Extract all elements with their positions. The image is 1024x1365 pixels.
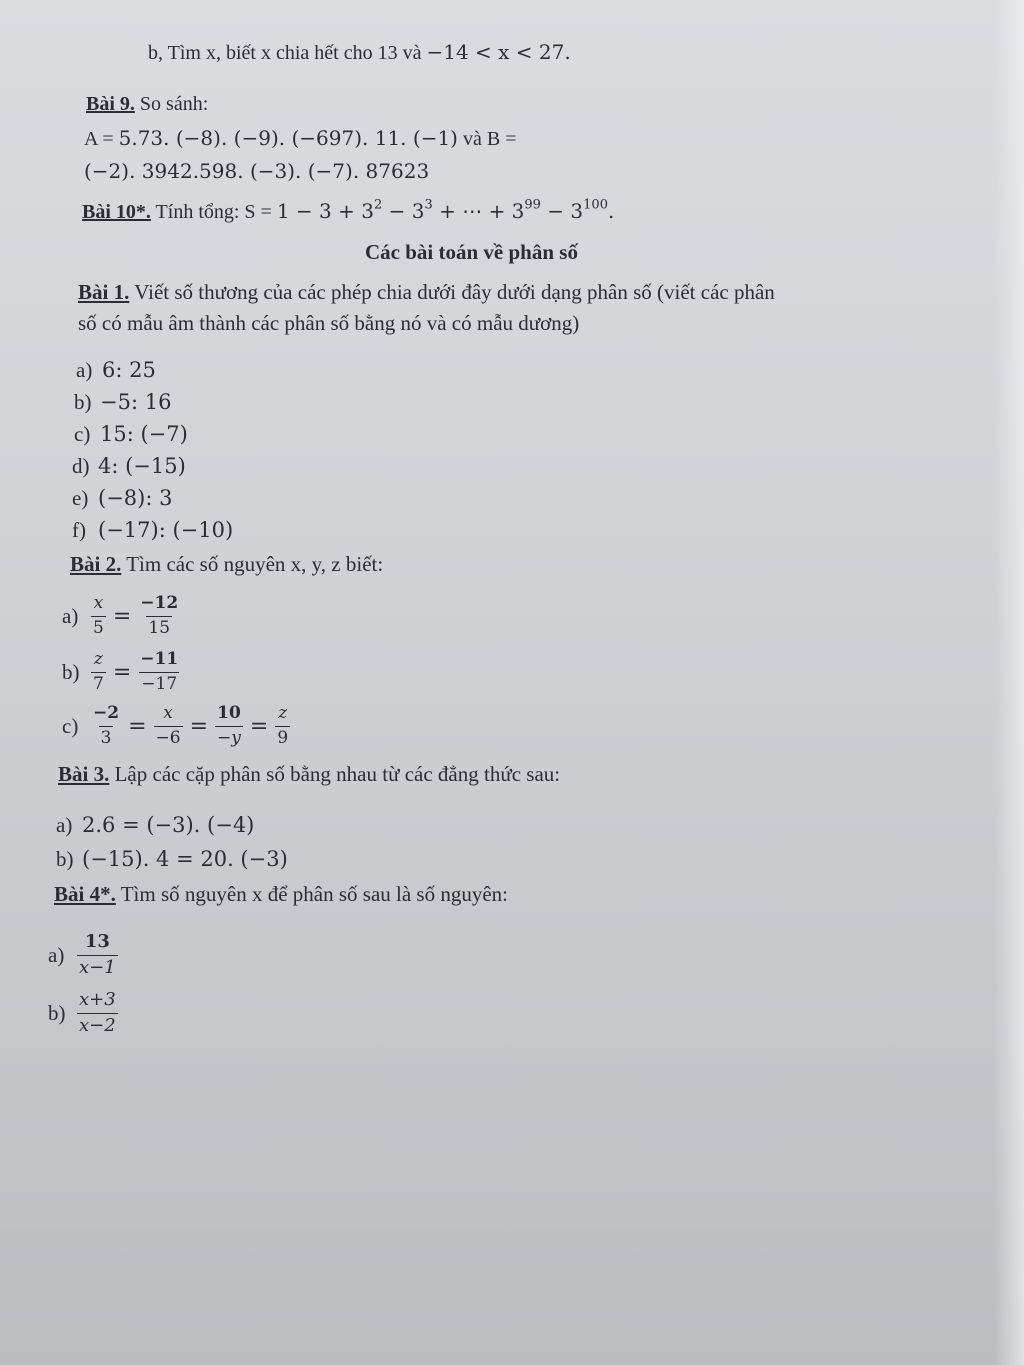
bai3-item-b (56, 847, 288, 872)
fraction-denominator: x−2 (79, 1014, 116, 1036)
bai2-item-c (62, 704, 293, 748)
fraction-numerator: x (163, 703, 173, 723)
fraction-denominator: 15 (148, 617, 171, 638)
bai4-item-b (48, 990, 121, 1036)
bai1-item-c (74, 422, 188, 447)
bai8-part-b (148, 40, 571, 65)
bai9-title: So sánh: (134, 93, 209, 115)
bai9-b-prefix: và B = (457, 128, 517, 150)
fraction-denominator: −y (217, 727, 241, 748)
equals-sign: = (249, 713, 269, 739)
bai2-title: Tìm các số nguyên x, y, z biết: (121, 552, 384, 576)
bai4-title: Tìm số nguyên x để phân số sau là số nguyên: (115, 882, 508, 906)
bai1-item-letter: b) (74, 390, 92, 414)
bai4-item-a (48, 932, 121, 978)
fraction (91, 650, 106, 694)
bai4-label: Bài 4*. (54, 882, 116, 906)
bai3-item-letter: b) (56, 847, 74, 871)
bai10-expr-part2: − 3 (382, 199, 425, 223)
bai1-item-letter: c) (74, 422, 91, 446)
bai4-item-letter: b) (48, 1000, 66, 1025)
bai1-item-letter: d) (72, 454, 90, 478)
bai2-label: Bài 2. (70, 552, 122, 576)
bai1-item-expr: (−8): 3 (98, 486, 173, 510)
bai2-item-letter: b) (62, 659, 80, 684)
bai1-item-d (72, 454, 186, 479)
fraction-denominator: 9 (277, 727, 289, 748)
bai1-item-e (72, 486, 172, 511)
fraction-denominator: 5 (93, 617, 104, 638)
bai2-item-letter: a) (62, 603, 79, 628)
bai1-item-expr: 4: (−15) (98, 454, 186, 478)
fraction-denominator: 7 (93, 673, 104, 694)
fraction-denominator: x−1 (79, 956, 116, 978)
bai10-exp1: 2 (373, 197, 383, 213)
fraction (77, 932, 118, 978)
bai1-label: Bài 1. (78, 280, 130, 304)
bai10-expr (277, 199, 615, 223)
fraction (215, 704, 243, 748)
bai8-b-text: b, Tìm x, biết x chia hết cho 13 và (148, 42, 427, 64)
bai2-item-letter: c) (62, 713, 79, 738)
fraction-numerator: −12 (140, 593, 179, 613)
bai1-item-expr: (−17): (−10) (98, 518, 234, 542)
bai10-expr-part1: 1 − 3 + 3 (276, 199, 374, 223)
fraction-denominator: −6 (155, 727, 181, 748)
bai9-a-prefix: A = (84, 128, 119, 150)
fraction (138, 650, 180, 694)
bai10-expr-part4: − 3 (540, 199, 584, 223)
bai1-item-b (74, 390, 171, 415)
bai10-expr-part3: + ⋯ + 3 (432, 199, 525, 223)
bai10-title: Tính tổng: S = (150, 201, 277, 223)
equals-sign: = (128, 713, 147, 739)
bai3-label: Bài 3. (58, 762, 110, 786)
bai10-label: Bài 10*. (82, 201, 151, 223)
fraction (275, 704, 290, 748)
fraction-denominator: −17 (141, 673, 178, 694)
fraction-numerator: −11 (140, 649, 179, 669)
equals-sign: = (189, 713, 209, 739)
bai3-item-expr: 2.6 = (−3). (−4) (82, 813, 255, 837)
bai9-line1 (84, 126, 516, 151)
fraction (91, 594, 106, 638)
fraction (138, 594, 180, 638)
bai10-exp3: 99 (524, 197, 541, 213)
bai10-exp4: 100 (583, 197, 608, 213)
bai8-b-math: −14 < x < 27. (426, 40, 571, 64)
fraction-numerator: z (93, 649, 103, 669)
bai3-item-letter: a) (56, 813, 73, 837)
bai10-exp2: 3 (424, 197, 433, 213)
bai4-heading (54, 882, 508, 907)
fraction-numerator: 13 (84, 931, 110, 952)
fraction-numerator: z (278, 703, 288, 723)
fraction (77, 990, 118, 1036)
fraction-numerator: x+3 (79, 989, 116, 1010)
bai9-label: Bài 9. (86, 93, 135, 115)
bai3-title: Lập các cặp phân số bằng nhau từ các đẳng thức sau: (109, 762, 561, 786)
bai3-item-a (56, 813, 254, 838)
bai9-a-expr: 5.73. (−8). (−9). (−697). 11. (−1) (118, 126, 458, 150)
page-edge (994, 0, 1024, 1365)
fraction-denominator: 3 (100, 727, 112, 748)
bai1-item-letter: a) (76, 358, 93, 382)
bai1-item-expr: 15: (−7) (100, 422, 188, 446)
fraction (154, 704, 183, 748)
bai9-line2 (84, 159, 429, 183)
bai1-line2: số có mẫu âm thành các phân số bằng nó và có mẫu dương) (78, 311, 580, 335)
bai9-b-expr: (−2). 3942.598. (−3). (−7). 87623 (84, 159, 430, 183)
bai1-item-expr: −5: 16 (100, 390, 172, 414)
bai2-heading (70, 552, 383, 577)
section-title: Các bài toán về phân số (365, 240, 578, 264)
bai3-heading (58, 762, 560, 787)
bai10-expr-end: . (607, 199, 615, 223)
bai1-item-a (76, 358, 156, 383)
bai2-item-a (62, 594, 183, 638)
equals-sign: = (112, 659, 132, 685)
bai9-heading (86, 93, 208, 116)
fraction-numerator: x (93, 593, 104, 613)
bai1-line1 (78, 280, 775, 305)
equals-sign: = (112, 603, 132, 629)
bai1-text1: Viết số thương của các phép chia dưới đây dưới dạng phân số (viết các phân (129, 280, 775, 304)
bai1-item-expr: 6: 25 (102, 358, 156, 382)
bai1-item-letter: f) (72, 518, 86, 542)
fraction-numerator: 10 (217, 703, 241, 723)
bai3-item-expr: (−15). 4 = 20. (−3) (82, 847, 288, 871)
bai1-item-letter: e) (72, 486, 89, 510)
bai2-item-b (62, 650, 183, 694)
bai1-item-f (72, 518, 233, 543)
bai4-item-letter: a) (48, 942, 65, 967)
fraction-numerator: −2 (93, 703, 120, 723)
fraction (91, 704, 121, 748)
bai10-line (82, 199, 614, 224)
